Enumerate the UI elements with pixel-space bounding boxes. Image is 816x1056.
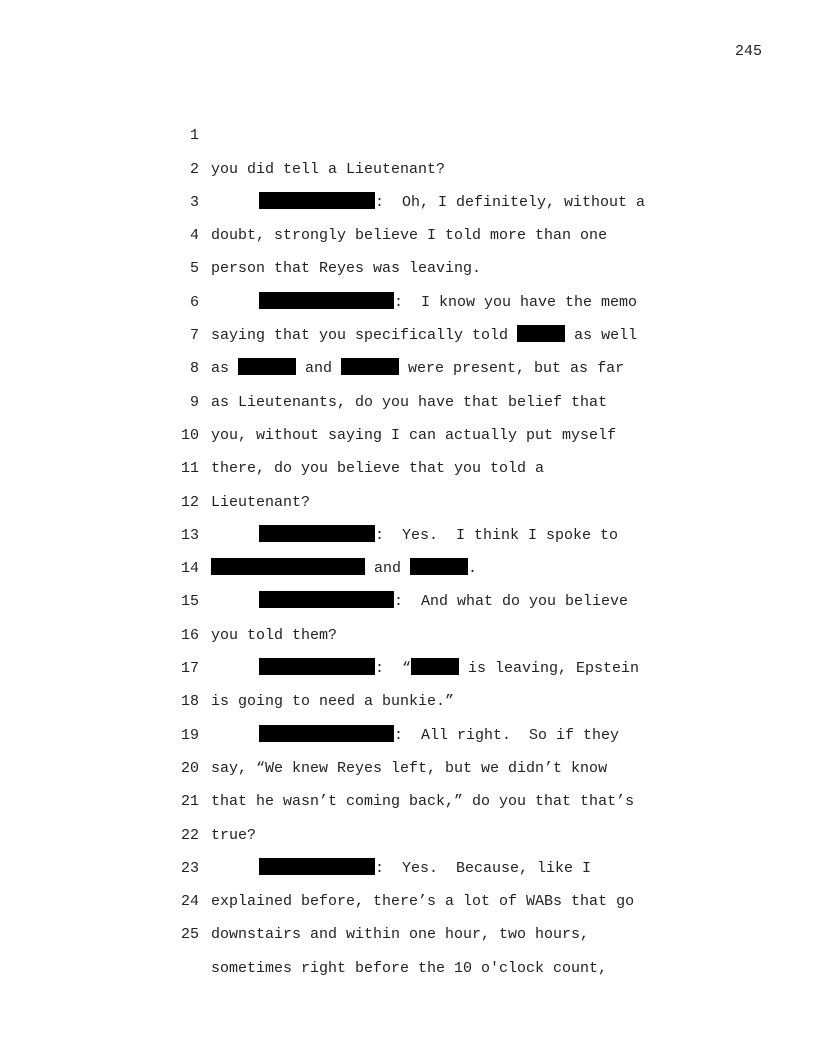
line-number: 9 [189, 393, 199, 411]
line-number: 5 [189, 260, 199, 278]
line-number: 20 [180, 759, 199, 777]
transcript-body [0, 86, 816, 977]
line-text: : And what do you believe [211, 585, 628, 618]
line-number: 1 [189, 127, 199, 145]
line-text: : Yes. Because, like I [211, 852, 591, 885]
line-text: that he wasn’t coming back,” do you that that’s [211, 793, 635, 811]
line-number: 22 [180, 826, 199, 844]
line-text: there, do you believe that you told a [211, 460, 545, 478]
line-number: 19 [180, 726, 199, 744]
line-number: 2 [189, 160, 199, 178]
line-text: as Lieutenants, do you have that belief that [211, 393, 608, 411]
line-text: you did tell a Lieutenant? [211, 160, 446, 178]
line-text: is going to need a bunkie.” [211, 693, 455, 711]
line-text: doubt, strongly believe I told more than one [211, 227, 608, 245]
line-text: as and were present, but as far [211, 360, 625, 378]
line-number: 10 [180, 426, 199, 444]
line-number: 11 [180, 460, 199, 478]
line-number: 6 [189, 293, 199, 311]
line-text: and . [211, 552, 477, 585]
line-text: Lieutenant? [211, 493, 311, 511]
line-number: 15 [180, 593, 199, 611]
line-number: 8 [189, 360, 199, 378]
line-number: 23 [180, 859, 199, 877]
line-number: 14 [180, 560, 199, 578]
line-text: sometimes right before the 10 o'clock count, [211, 959, 608, 977]
page-number: 245 [734, 43, 762, 60]
line-number: 16 [180, 626, 199, 644]
line-number: 21 [180, 793, 199, 811]
line-number: 12 [180, 493, 199, 511]
transcript-line [0, 86, 816, 178]
line-text: say, “We knew Reyes left, but we didn’t know [211, 759, 608, 777]
line-text: downstairs and within one hour, two hours, [211, 926, 590, 944]
line-text: explained before, there’s a lot of WABs that go [211, 893, 635, 911]
line-text: you, without saying I can actually put myself [211, 426, 617, 444]
line-number: 4 [189, 227, 199, 245]
line-text: : Oh, I definitely, without a [211, 186, 645, 219]
line-number: 18 [180, 693, 199, 711]
line-number: 17 [180, 660, 199, 678]
line-number: 24 [180, 893, 199, 911]
line-text: you told them? [211, 626, 338, 644]
line-number: 13 [180, 526, 199, 544]
line-text: saying that you specifically told as well [211, 327, 638, 345]
line-number: 25 [180, 926, 199, 944]
line-text: : Yes. I think I spoke to [211, 519, 618, 552]
line-number: 3 [189, 193, 199, 211]
line-text: : All right. So if they [211, 719, 619, 752]
line-text: : I know you have the memo [211, 286, 637, 319]
line-text: true? [211, 826, 257, 844]
line-text: person that Reyes was leaving. [211, 260, 482, 278]
line-number: 7 [189, 327, 199, 345]
line-text: : “ is leaving, Epstein [211, 652, 639, 685]
